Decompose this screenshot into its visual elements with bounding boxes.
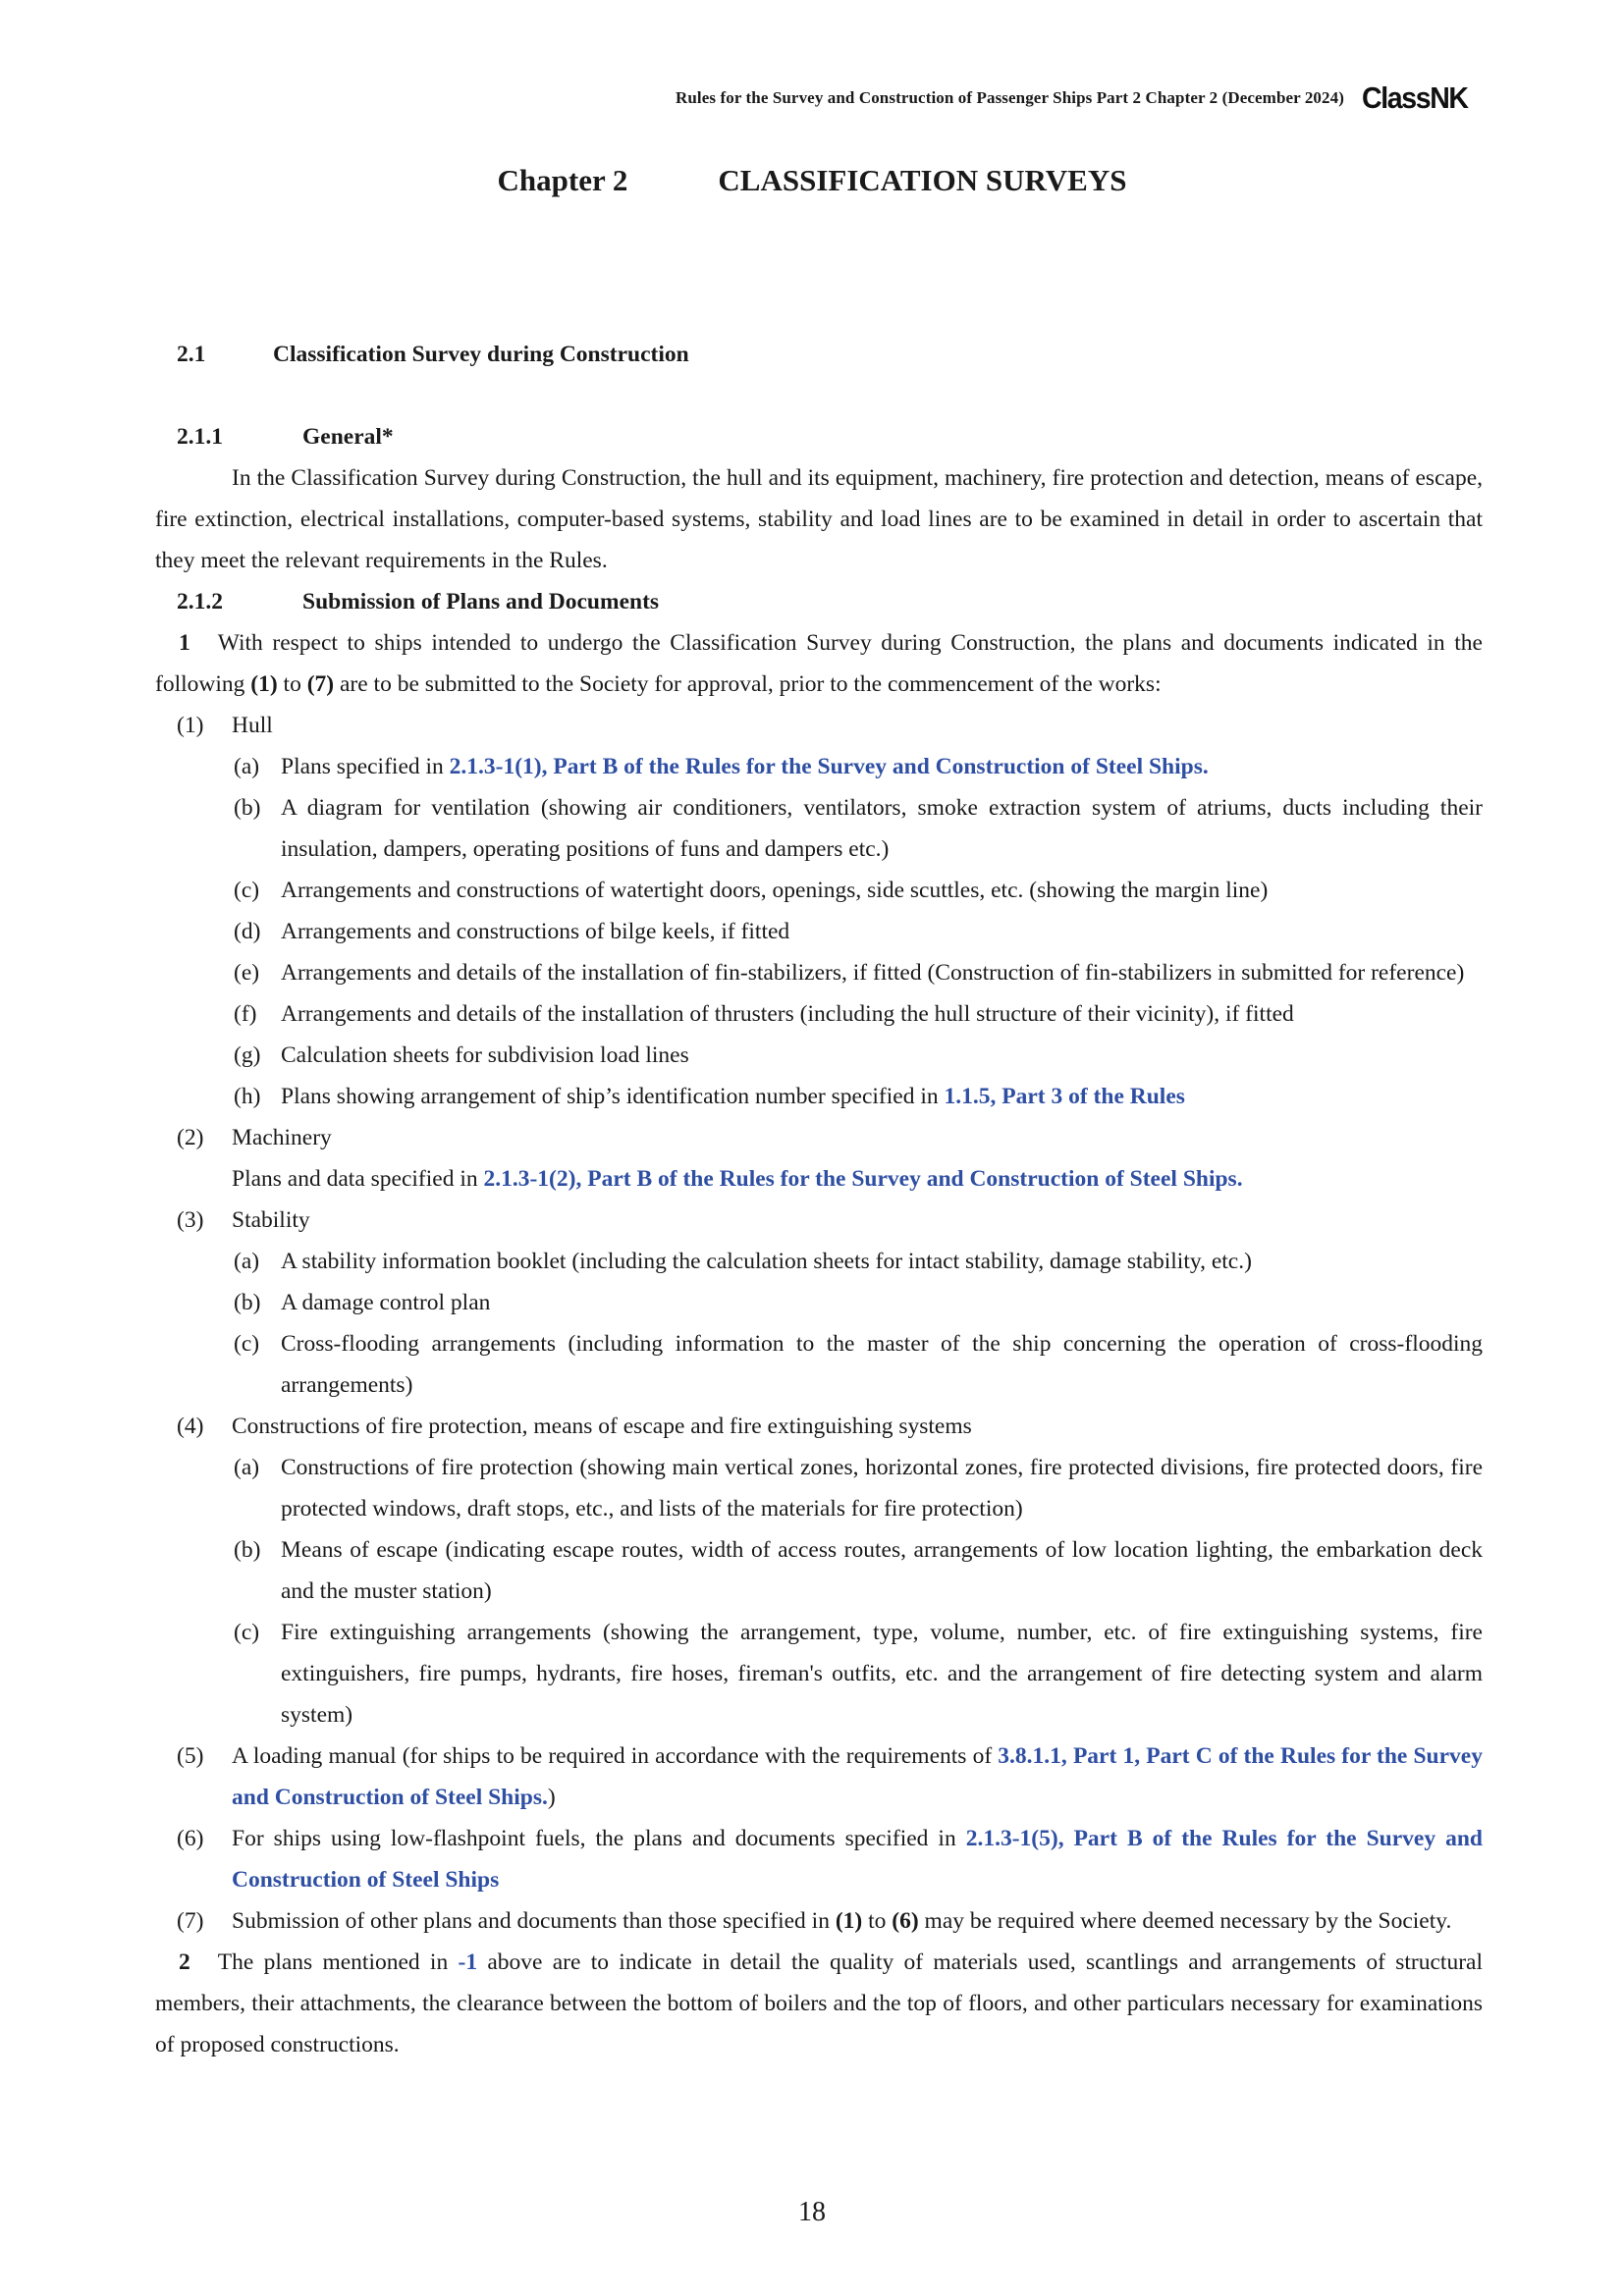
sub-item (155, 1035, 1483, 1076)
paragraph-text: above are to indicate in detail the quality of materials used, scantlings and arrangements of structural members, their attachments, the clearance between the bottom of boilers and the top of floors, and other particulars necessary for examinations of proposed constructions. (155, 1949, 1483, 2057)
running-title: Rules for the Survey and Construction of Passenger Ships Part 2 Chapter 2 (December 2024) (676, 88, 1344, 107)
item-label: (6) (177, 1826, 204, 1851)
sub-item-text: A stability information booklet (including the calculation sheets for intact stability, damage stability, etc.) (281, 1249, 1252, 1274)
subsection-number: 2.1.1 (177, 424, 223, 450)
sub-item (155, 1612, 1483, 1735)
sub-item-label: (h) (234, 1084, 261, 1109)
sub-item-text: A diagram for ventilation (showing air conditioners, ventilators, smoke extraction system of atriums, ducts including their insulation, dampers, operating positions of funs and dampers etc.) (281, 795, 1483, 862)
item-reference: (1) (250, 671, 278, 697)
sub-item (155, 1076, 1483, 1117)
section-heading (155, 334, 1483, 375)
sub-item-text: Arrangements and details of the installation of thrusters (including the hull structure of their vicinity), if fitted (281, 1001, 1294, 1027)
general-paragraph: In the Classification Survey during Construction, the hull and its equipment, machinery, fire protection and detection, means of escape, fire extinction, electrical installations, computer-based systems, stability and load lines are to be examined in detail in order to ascertain that they meet the relevant requirements in the Rules. (155, 465, 1483, 573)
rule-reference-link[interactable]: 2.1.3-1(1), Part B of the Rules for the Survey and Construction of Steel Ships. (449, 754, 1209, 779)
item-label: (4) (177, 1414, 204, 1439)
sub-item-text: Fire extinguishing arrangements (showing the arrangement, type, volume, number, etc. of fire extinguishing systems, fire extinguishers, fire pumps, hydrants, fire hoses, fireman's outfits, etc. and the arrangement of fire detecting system and alarm system) (281, 1620, 1483, 1728)
sub-item-label: (g) (234, 1042, 261, 1068)
sub-item-label: (c) (234, 878, 260, 903)
sub-item-text: Plans specified in (281, 754, 450, 779)
sub-item-label: (a) (234, 1249, 260, 1274)
sub-item (155, 746, 1483, 787)
paragraph-text: The plans mentioned in (217, 1949, 459, 1975)
paragraph-text: With respect to ships intended to undergo the Classification Survey during Construction, the plans and documents indicated in the following (155, 630, 1483, 697)
item-title: Hull (232, 713, 273, 738)
item-title: Constructions of fire protection, means of escape and fire extinguishing systems (232, 1414, 972, 1439)
sub-item (155, 1447, 1483, 1529)
sub-item (155, 1529, 1483, 1612)
rule-reference-link[interactable]: 1.1.5, Part 3 of the Rules (944, 1084, 1185, 1109)
sub-item-label: (b) (234, 1290, 261, 1315)
running-header (676, 80, 1477, 116)
classnk-logo: ClassNK (1362, 80, 1468, 115)
section-number: 2.1 (177, 342, 206, 367)
item-label: (3) (177, 1207, 204, 1233)
item-text: ) (547, 1785, 556, 1810)
item-reference: (6) (892, 1908, 919, 1934)
sub-item (155, 1323, 1483, 1406)
item-text: Submission of other plans and documents than those specified in (232, 1908, 836, 1934)
sub-item-label: (f) (234, 1001, 257, 1027)
sub-item (155, 1282, 1483, 1323)
sub-item-text: Plans showing arrangement of ship’s identification number specified in (281, 1084, 945, 1109)
sub-item-text: Constructions of fire protection (showing main vertical zones, horizontal zones, fire protected divisions, fire protected doors, fire protected windows, draft stops, etc., and lists of the materials for fire protection) (281, 1455, 1483, 1522)
item-text: A loading manual (for ships to be required in accordance with the requirements of (232, 1743, 999, 1769)
list-item (155, 1200, 1483, 1241)
paragraph-text: are to be submitted to the Society for approval, prior to the commencement of the works: (334, 671, 1162, 697)
section-title: Classification Survey during Construction (273, 342, 689, 367)
paragraph-text: to (277, 671, 307, 697)
sub-item-text: Cross-flooding arrangements (including information to the master of the ship concerning the operation of cross-flooding arrangements) (281, 1331, 1483, 1398)
list-item (155, 1818, 1483, 1900)
list-item (155, 1900, 1483, 1942)
sub-item-label: (a) (234, 754, 260, 779)
item-text: Plans and data specified in (232, 1166, 484, 1192)
sub-item (155, 1241, 1483, 1282)
page-number: 18 (798, 2197, 826, 2227)
sub-item-text: Calculation sheets for subdivision load lines (281, 1042, 689, 1068)
sub-item-label: (b) (234, 1537, 261, 1563)
item-label: (1) (177, 713, 204, 738)
list-item (155, 1735, 1483, 1818)
sub-item (155, 870, 1483, 911)
item-text: may be required where deemed necessary by the Society. (918, 1908, 1452, 1934)
subsection-heading (155, 581, 1483, 622)
document-body (155, 334, 1483, 2065)
chapter-number: Chapter 2 (497, 163, 628, 197)
rule-reference-link[interactable]: 2.1.3-1(5), Part B of the Rules for the Survey and Construction of Steel Ships (232, 1826, 1483, 1893)
paragraph-1 (155, 622, 1483, 705)
list-item (155, 1117, 1483, 1158)
list-item-body (155, 1158, 1483, 1200)
paragraph-reference-link[interactable]: -1 (458, 1949, 478, 1975)
item-title: Machinery (232, 1125, 332, 1150)
subsection-title: General* (302, 424, 394, 450)
paragraph-number: 2 (179, 1949, 190, 1975)
item-reference: (1) (835, 1908, 863, 1934)
sub-item-label: (b) (234, 795, 261, 821)
sub-item-label: (e) (234, 960, 260, 986)
item-label: (2) (177, 1125, 204, 1150)
sub-item-label: (c) (234, 1620, 260, 1645)
item-text: For ships using low-flashpoint fuels, the plans and documents specified in (232, 1826, 966, 1851)
subsection-number: 2.1.2 (177, 589, 223, 614)
sub-item-label: (c) (234, 1331, 260, 1357)
item-text: to (862, 1908, 893, 1934)
paragraph-number: 1 (179, 630, 190, 656)
sub-item-text: Arrangements and constructions of bilge keels, if fitted (281, 919, 790, 944)
list-item (155, 1406, 1483, 1447)
item-label: (5) (177, 1743, 204, 1769)
subsection-heading (155, 416, 1483, 457)
item-reference: (7) (306, 671, 335, 697)
chapter-heading: CLASSIFICATION SURVEYS (718, 163, 1127, 197)
chapter-title (0, 163, 1624, 198)
sub-item-text: Arrangements and constructions of watertight doors, openings, side scuttles, etc. (showing the margin line) (281, 878, 1269, 903)
list-item (155, 705, 1483, 746)
rule-reference-link[interactable]: 3.8.1.1, Part 1, Part C of the Rules for the Survey and Construction of Steel Ships. (232, 1743, 1483, 1810)
rule-reference-link[interactable]: 2.1.3-1(2), Part B of the Rules for the Survey and Construction of Steel Ships. (483, 1166, 1243, 1192)
sub-item-text: Means of escape (indicating escape routes, width of access routes, arrangements of low location lighting, the embarkation deck and the muster station) (281, 1537, 1483, 1604)
sub-item (155, 952, 1483, 993)
sub-item (155, 993, 1483, 1035)
sub-item (155, 787, 1483, 870)
item-title: Stability (232, 1207, 310, 1233)
sub-item-text: Arrangements and details of the installation of fin-stabilizers, if fitted (Construction of fin-stabilizers in submitted for reference) (281, 960, 1465, 986)
paragraph-2 (155, 1942, 1483, 2065)
sub-item-label: (d) (234, 919, 261, 944)
sub-item-text: A damage control plan (281, 1290, 491, 1315)
subsection-title: Submission of Plans and Documents (302, 589, 660, 614)
sub-item (155, 911, 1483, 952)
sub-item-label: (a) (234, 1455, 260, 1480)
item-label: (7) (177, 1908, 204, 1934)
